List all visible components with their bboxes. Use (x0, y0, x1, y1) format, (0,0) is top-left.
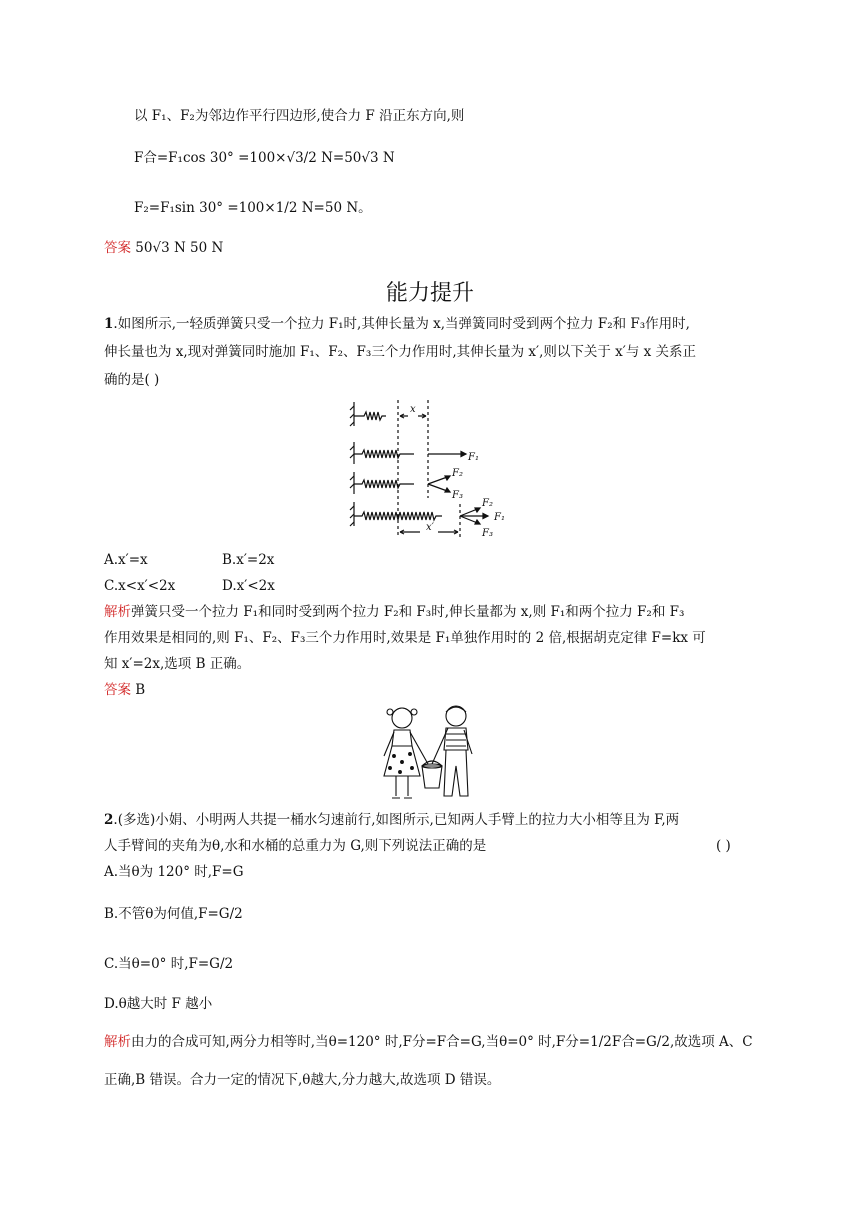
analysis-label: 解析 (104, 604, 131, 620)
fig-label-f2: F₂ (452, 468, 463, 479)
q2-analysis-1 (104, 1032, 753, 1052)
q2-number: 2 (104, 812, 114, 828)
q1-option-a: A.x′=x (104, 552, 148, 568)
q1-analysis-1 (104, 602, 684, 622)
prev-line-2: F合=F₁cos 30° =100×√3/2 N=50√3 N (134, 150, 395, 166)
answer-label: 答案 (104, 240, 131, 256)
fig-label-f1b: F₁ (494, 512, 505, 523)
prev-line-3: F₂=F₁sin 30° =100×1/2 N=50 N。 (134, 200, 372, 216)
q1-analysis-text-1: 弹簧只受一个拉力 F₁和同时受到两个拉力 F₂和 F₃时,伸长量都为 x,则 F₁和两个拉力 F₂和 F₃ (131, 604, 685, 620)
q1-line-2: 伸长量也为 x,现对弹簧同时施加 F₁、F₂、F₃三个力作用时,其伸长量为 x′,则以下关于 x′与 x 关系正 (104, 344, 697, 360)
q2-text-1: .(多选)小娟、小明两人共提一桶水匀速前行,如图所示,已知两人手臂上的拉力大小相等且为 F,两 (113, 812, 680, 828)
q1-option-b: B.x′=2x (222, 552, 275, 568)
fig-label-f1: F₁ (468, 452, 479, 463)
fig-label-f2b: F₂ (482, 498, 493, 509)
q2-line-2: 人手臂间的夹角为θ,水和水桶的总重力为 G,则下列说法正确的是 (104, 838, 487, 854)
spring-figure (348, 398, 518, 544)
q2-option-d: D.θ越大时 F 越小 (104, 996, 213, 1012)
q2-analysis-text-1: 由力的合成可知,两分力相等时,当θ=120° 时,F分=F合=G,当θ=0° 时,F分=1/2F合=G/2,故选项 A、C (131, 1034, 753, 1050)
q2-answer-paren: ( ) (716, 838, 731, 854)
q1-analysis-2: 作用效果是相同的,则 F₁、F₂、F₃三个力作用时,效果是 F₁单独作用时的 2 倍,根据胡克定律 F=kx 可 (104, 630, 706, 646)
q1-text-1: .如图所示,一轻质弹簧只受一个拉力 F₁时,其伸长量为 x,当弹簧同时受到两个拉力 F₂和 F₃作用时, (113, 316, 690, 332)
q1-line-3: 确的是( ) (104, 372, 160, 388)
prev-line-1: 以 F₁、F₂为邻边作平行四边形,使合力 F 沿正东方向,则 (134, 108, 465, 124)
q1-number: 1 (104, 316, 114, 332)
answer-text: 50√3 N 50 N (135, 240, 224, 256)
q1-answer (104, 680, 145, 700)
answer-label: 答案 (104, 682, 131, 698)
q1-analysis-3: 知 x′=2x,选项 B 正确。 (104, 656, 251, 672)
q2-option-c: C.当θ=0° 时,F=G/2 (104, 956, 234, 972)
fig-label-f3b: F₃ (482, 528, 493, 539)
q1-line-1 (104, 314, 690, 334)
q1-option-d: D.x′<2x (222, 578, 275, 594)
kids-bucket-figure (372, 702, 492, 806)
q2-line-1 (104, 810, 679, 830)
q2-option-b: B.不管θ为何值,F=G/2 (104, 906, 243, 922)
fig-label-f3: F₃ (452, 490, 463, 501)
prev-answer (104, 238, 223, 258)
q2-option-a: A.当θ为 120° 时,F=G (104, 864, 244, 880)
analysis-label: 解析 (104, 1034, 131, 1050)
section-heading: 能力提升 (385, 281, 474, 306)
q1-option-c: C.x<x′<2x (104, 578, 176, 594)
fig-label-xprime: x′ (426, 522, 434, 533)
fig-label-x: x (410, 404, 416, 415)
answer-text: B (135, 682, 146, 698)
q2-analysis-2: 正确,B 错误。合力一定的情况下,θ越大,分力越大,故选项 D 错误。 (104, 1072, 501, 1088)
